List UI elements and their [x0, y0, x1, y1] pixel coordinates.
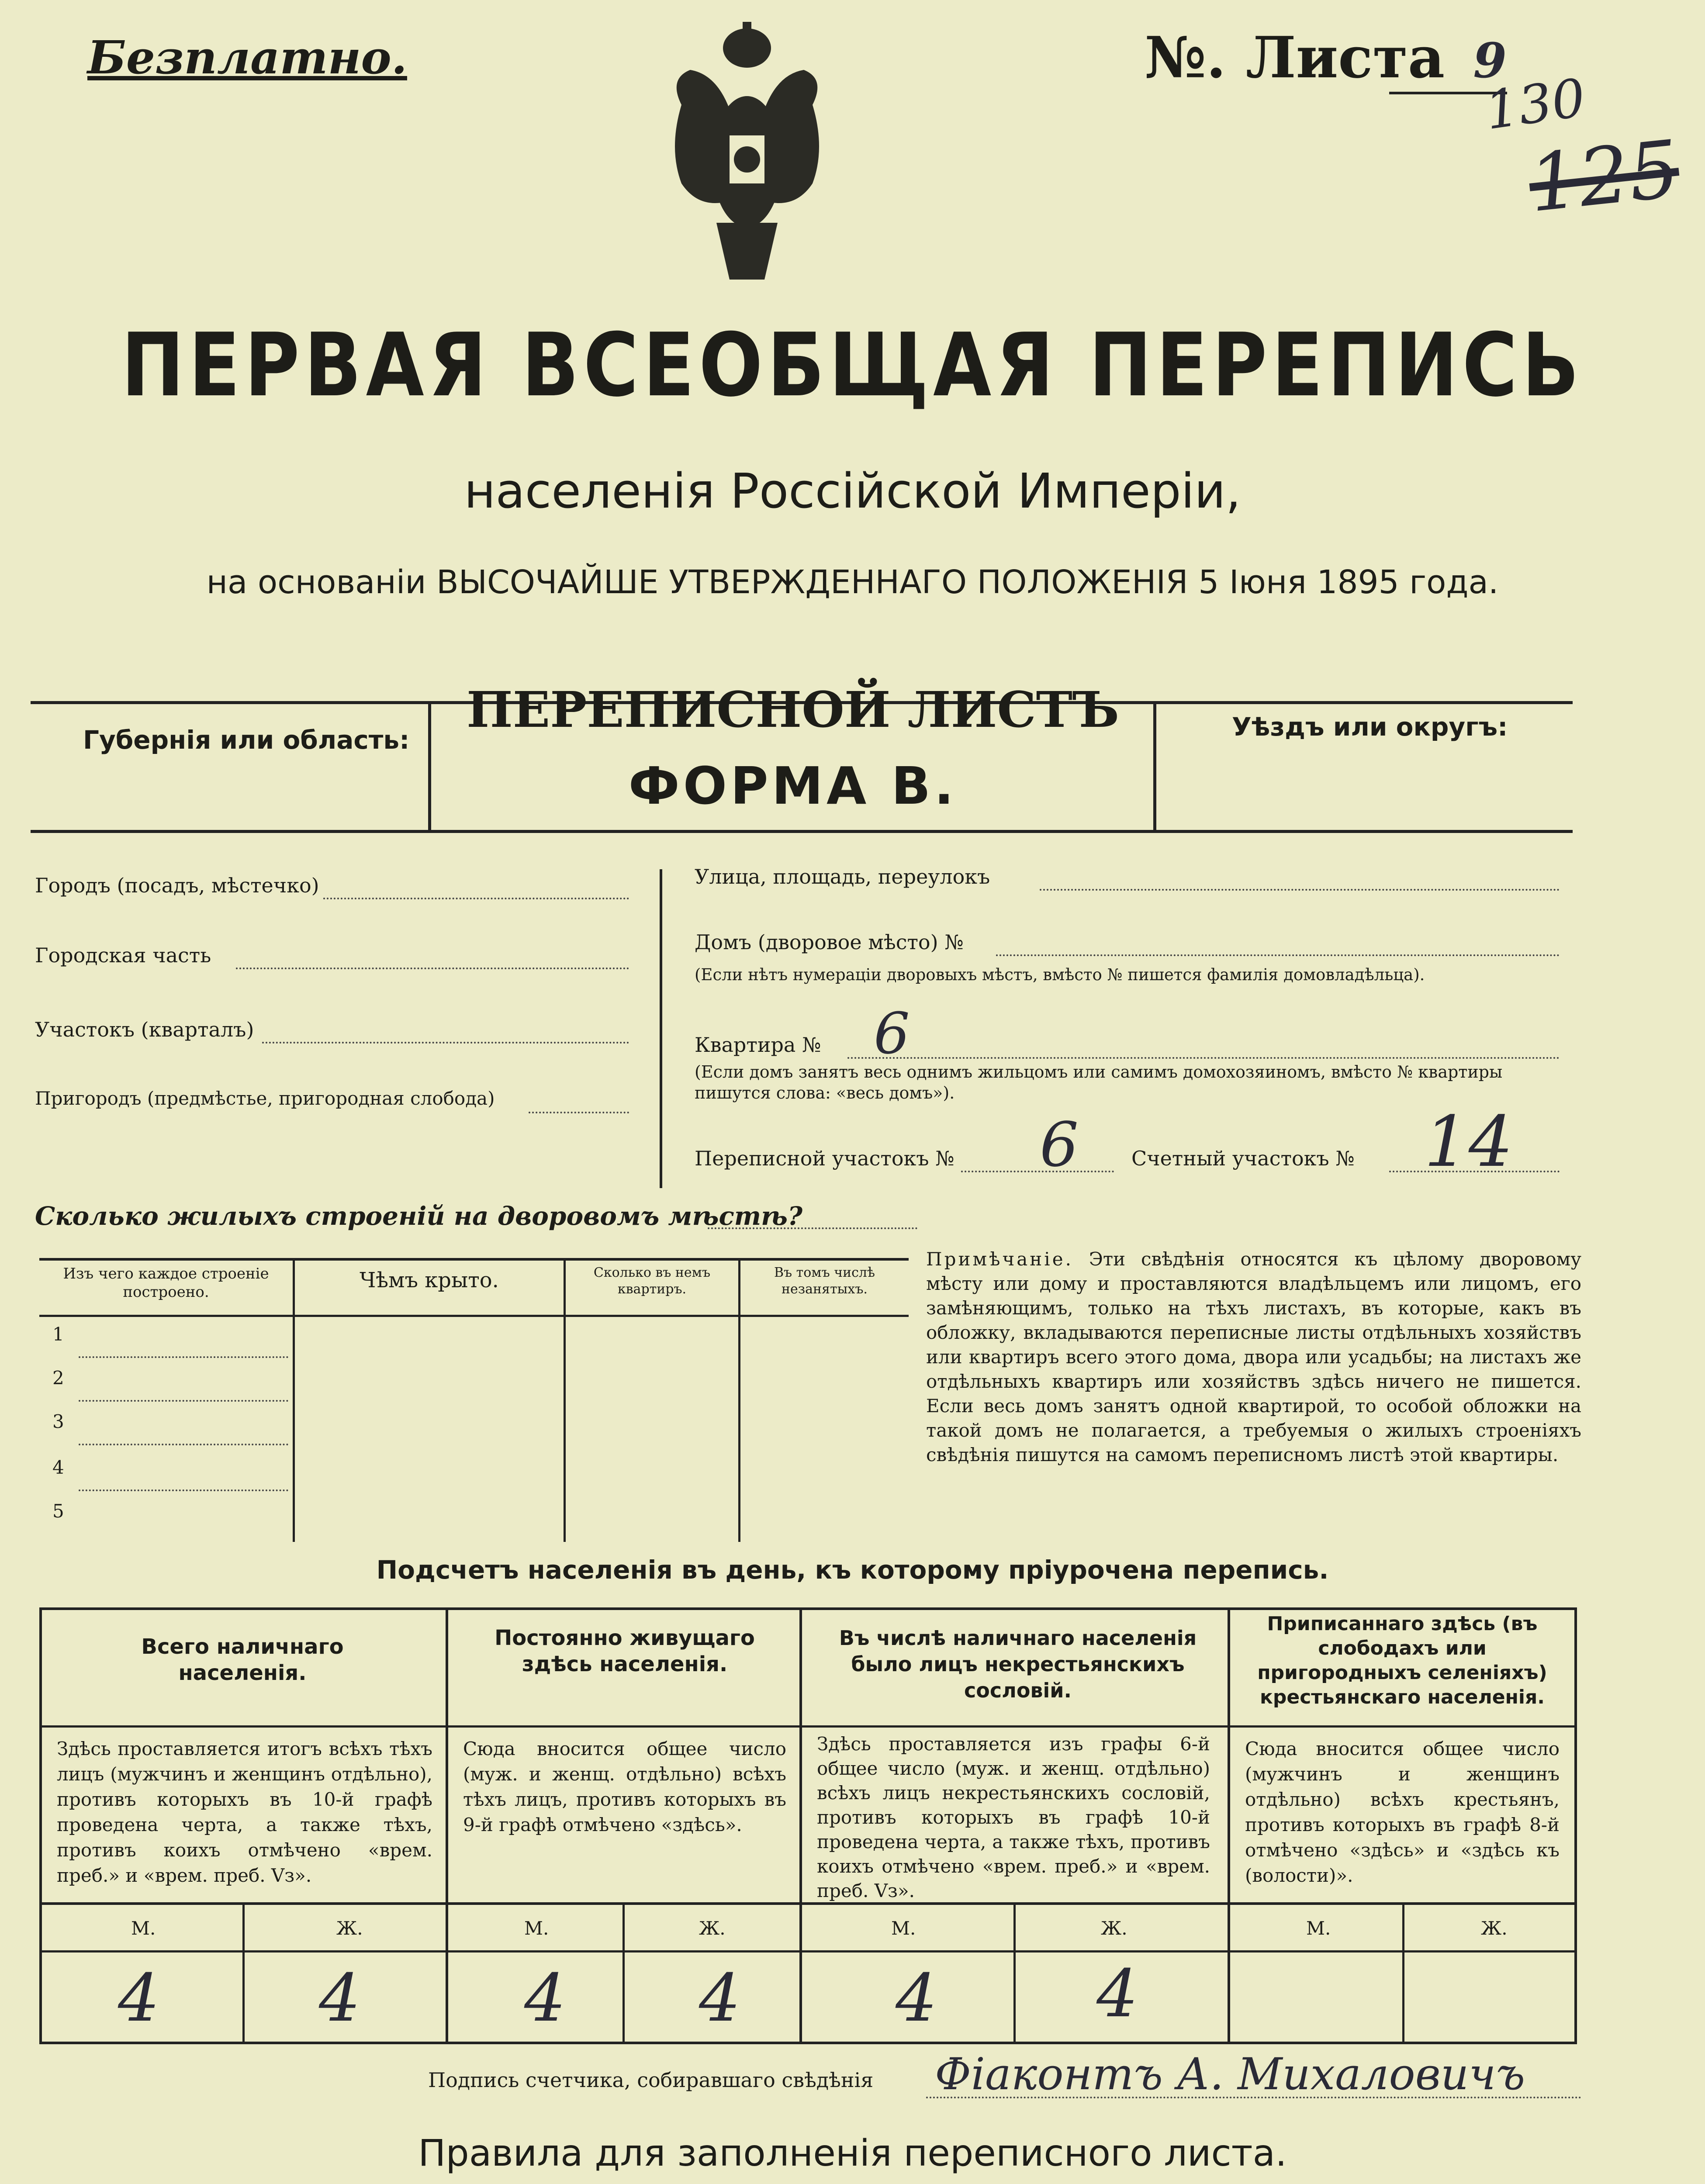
note-text: Эти свѣдѣнія относятся къ цѣлому дворовому мѣсту или дому и проставляются владѣльцемъ или лицомъ, его замѣняющимъ, только на тѣхъ листахъ, въ которые, какъ въ обложку, вкладываются переписные листы отдѣльныхъ хозяйствъ или квартиръ всего этого дома, двора или усадьбы; на листахъ же отдѣльныхъ квартиръ или хозяйствъ здѣсь ничего не пишется. Если весь домъ занятъ одной квартирой, то особой обложки на такой домъ не полагается, а требуемыя о жилыхъ строеніяхъ свѣдѣнія пишутся на самомъ переписномъ листѣ этой квартиры.	[926, 1248, 1581, 1465]
subtitle: населенія Россійской Имперіи,	[464, 463, 1241, 519]
pop-col1-f-value: 4	[319, 1960, 361, 2036]
pop-col3-desc: Здѣсь проставляется изъ графы 6-й общее число (муж. и женщ. отдѣльно) всѣхъ лицъ некрестьянскихъ сословій, противъ которыхъ въ графѣ 10-й проведена черта, а также тѣхъ, противъ коихъ отмѣчено «врем. преб.» и «врем. преб. Vз».	[817, 1733, 1210, 1901]
sheet-number-label	[1145, 24, 1507, 91]
rules-title: Правила для заполненія переписного листа.	[418, 2132, 1287, 2174]
pop-col4-header: Приписаннаго здѣсь (въ слободахъ или пригородныхъ селеніяхъ) крестьянскаго населенія.	[1257, 1613, 1547, 1708]
apartment-note: (Если домъ занятъ весь однимъ жильцомъ или самимъ домохозяиномъ, вмѣсто № квартиры пишутся слова: «весь домъ»).	[695, 1062, 1503, 1102]
buildings-table	[39, 1258, 909, 1542]
census-district-value: 6	[1040, 1109, 1079, 1181]
city-part-label: Городская часть	[35, 943, 211, 967]
census-district-label: Переписной участокъ №	[695, 1147, 955, 1170]
basis-line: на основаніи ВЫСОЧАЙШЕ УТВЕРЖДЕННАГО ПОЛОЖЕНІЯ 5 Іюня 1895 года.	[206, 563, 1499, 601]
counting-district-label: Счетный участокъ №	[1131, 1147, 1355, 1170]
pop-col3-f-value: 4	[1096, 1956, 1138, 2032]
buildings-row-1: 1	[52, 1324, 64, 1345]
archive-number-bottom: 125	[1525, 123, 1684, 230]
buildings-col-roof: Чѣмъ крыто.	[360, 1268, 499, 1292]
pop-col2-f-value: 4	[699, 1960, 741, 2036]
buildings-row-5: 5	[52, 1500, 64, 1522]
precinct-label: Участокъ (кварталъ)	[35, 1018, 254, 1041]
population-table	[39, 1607, 1577, 2044]
form-name: ФОРМА В.	[628, 756, 958, 816]
house-label: Домъ (дворовое мѣсто) №	[695, 930, 964, 954]
buildings-row-2: 2	[52, 1367, 64, 1389]
buildings-col-apartments: Сколько въ немъ квартиръ.	[593, 1265, 711, 1297]
pop-col4-f-label: Ж.	[1481, 1918, 1508, 1939]
buildings-row-3: 3	[52, 1411, 64, 1432]
pop-col3-f-label: Ж.	[1101, 1918, 1127, 1939]
pop-col4-m-label: М.	[1306, 1918, 1331, 1939]
free-label: Безплатно.	[87, 31, 407, 84]
suburb-label: Пригородъ (предмѣстье, пригородная слобода)	[35, 1088, 495, 1109]
counting-district-value: 14	[1424, 1101, 1513, 1182]
street-label: Улица, площадь, переулокъ	[695, 865, 990, 888]
apartment-label: Квартира №	[695, 1033, 821, 1057]
pop-col1-m-label: М.	[131, 1918, 156, 1939]
buildings-question: Сколько жилыхъ строеній на дворовомъ мѣстѣ?	[35, 1201, 803, 1231]
main-title: ПЕРВАЯ ВСЕОБЩАЯ ПЕРЕПИСЬ	[121, 314, 1584, 416]
sheet-label-text: №. Листа	[1145, 24, 1445, 91]
coat-of-arms-emblem	[664, 17, 830, 288]
pop-col1-header: Всего наличнаго населенія.	[141, 1635, 344, 1685]
uezd-label: Уѣздъ или округъ:	[1232, 712, 1508, 742]
signature-label: Подпись счетчика, собиравшаго свѣдѣнія	[428, 2068, 874, 2092]
archive-number-top: 130	[1481, 67, 1589, 142]
census-sheet-title: ПЕРЕПИСНОЙ ЛИСТЪ	[466, 681, 1120, 739]
buildings-row-4: 4	[52, 1457, 64, 1478]
guberniya-label: Губернія или область:	[83, 725, 410, 755]
pop-col1-m-value: 4	[118, 1960, 160, 2036]
note-heading: Примѣчаніе.	[926, 1248, 1073, 1270]
enumerator-signature: Фіаконтъ А. Михаловичъ	[935, 2049, 1525, 2100]
city-label: Городъ (посадъ, мѣстечко)	[35, 874, 319, 897]
pop-col2-m-value: 4	[524, 1960, 566, 2036]
sheet-number-value: 9	[1473, 32, 1507, 89]
pop-col3-m-value: 4	[896, 1960, 937, 2036]
pop-col3-header: Въ числѣ наличнаго населенія было лицъ некрестьянскихъ сословій.	[839, 1626, 1197, 1702]
apartment-value: 6	[874, 1000, 910, 1067]
pop-col1-f-label: Ж.	[336, 1918, 363, 1939]
pop-col3-m-label: М.	[891, 1918, 916, 1939]
population-title: Подсчетъ населенія въ день, къ которому пріурочена перепись.	[376, 1555, 1329, 1585]
pop-col1-desc: Здѣсь проставляется итогъ всѣхъ тѣхъ лицъ (мужчинъ и женщинъ отдѣльно), противъ которыхъ въ 10-й графѣ проведена черта, а также тѣхъ, противъ коихъ отмѣчено «врем. преб.» и «врем. преб. Vз».	[57, 1738, 432, 1886]
pop-col2-m-label: М.	[524, 1918, 549, 1939]
pop-col4-desc: Сюда вносится общее число (мужчинъ и женщинъ отдѣльно) всѣхъ крестьянъ, противъ которыхъ въ графѣ 8-й отмѣчено «здѣсь» и «здѣсь къ (волости)».	[1245, 1738, 1560, 1886]
buildings-col-vacant: Въ томъ числѣ незанятыхъ.	[774, 1265, 875, 1297]
note-block	[926, 1247, 1581, 1467]
buildings-col-material: Изъ чего каждое строеніе построено.	[63, 1265, 269, 1301]
pop-col2-header: Постоянно живущаго здѣсь населенія.	[495, 1626, 755, 1676]
house-note: (Если нѣтъ нумераціи дворовыхъ мѣстъ, вмѣсто № пишется фамилія домовладѣльца).	[695, 965, 1425, 984]
pop-col2-f-label: Ж.	[699, 1918, 726, 1939]
pop-col2-desc: Сюда вносится общее число (муж. и женщ. отдѣльно) всѣхъ тѣхъ лицъ, противъ которыхъ въ 9-й графѣ отмѣчено «здѣсь».	[463, 1738, 786, 1835]
